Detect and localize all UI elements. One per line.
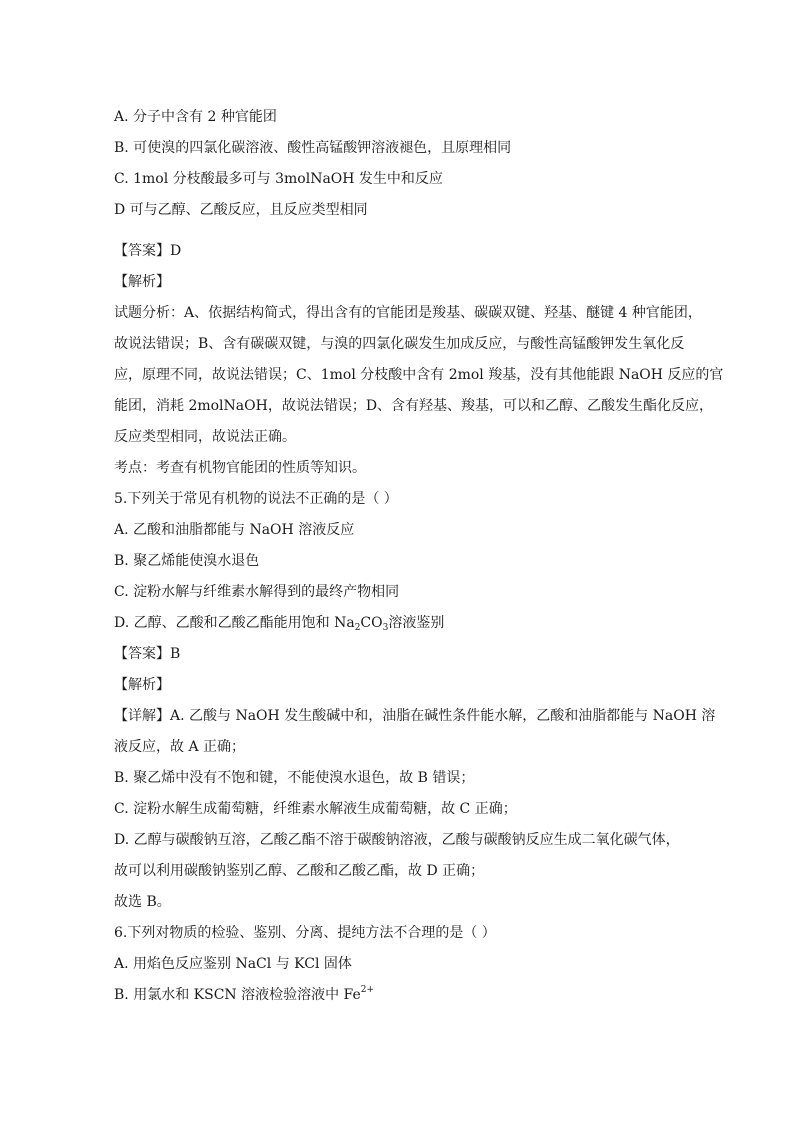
q6-option-b (114, 980, 694, 1011)
q5-analysis-line: 故选 B。 (114, 894, 171, 910)
q5-answer: 【答案】B (114, 646, 181, 662)
q5-option-d-sub2: 3 (382, 623, 389, 633)
q4-analysis-line: 应，原理不同，故说法错误；C、1mol 分枝酸中含有 2mol 羧基，没有其他能跟 NaOH 反应的官 (114, 367, 724, 383)
q5-analysis-line: 液反应，故 A 正确； (114, 739, 246, 755)
q6-option-b-sup: 2+ (360, 985, 375, 995)
document-page (114, 102, 724, 1011)
q5-analysis (114, 701, 716, 918)
q4-options (114, 102, 694, 226)
q4-option-b: B. 可使溴的四氯化碳溶液、酸性高锰酸钾溶液褪色，且原理相同 (114, 140, 512, 156)
q4-option-d: D 可与乙醇、乙酸反应，且反应类型相同 (114, 202, 368, 218)
q5-option-a: A. 乙酸和油脂都能与 NaOH 溶液反应 (114, 522, 355, 538)
q5-stem: 5.下列关于常见有机物的说法不正确的是（ ） (114, 491, 398, 507)
q5-analysis-line: 故可以利用碳酸钠鉴别乙醇、乙酸和乙酸乙酯，故 D 正确； (114, 863, 485, 879)
q4-analysis-line: 反应类型相同，故说法正确。 (114, 429, 296, 445)
q6-option-a: A. 用焰色反应鉴别 NaCl 与 KCl 固体 (114, 956, 352, 972)
q5-analysis-heading: 【解析】 (114, 677, 170, 693)
q4-kaodian: 考点：考查有机物官能团的性质等知识。 (114, 460, 366, 476)
q5-option-d-prefix: D. 乙醇、乙酸和乙酸乙酯能用饱和 Na (114, 615, 355, 631)
q4-analysis-line: 试题分析：A、依据结构简式，得出含有的官能团是羧基、碳碳双键、羟基、醚键 4 种官能团， (114, 305, 702, 321)
q6-option-b-prefix: B. 用氯水和 KSCN 溶液检验溶液中 Fe (114, 987, 361, 1003)
q5-option-d-suffix: 溶液鉴别 (388, 615, 445, 631)
q4-analysis-line: 能团，消耗 2molNaOH，故说法错误；D、含有羟基、羧基，可以和乙醇、乙酸发生酯化反应， (114, 398, 714, 414)
q5-option-c: C. 淀粉水解与纤维素水解得到的最终产物相同 (114, 584, 400, 600)
q5-analysis-line: D. 乙醇与碳酸钠互溶，乙酸乙酯不溶于碳酸钠溶液，乙酸与碳酸钠反应生成二氧化碳气体， (114, 832, 680, 848)
q5-options (114, 515, 694, 639)
q5-analysis-line: B. 聚乙烯中没有不饱和键，不能使溴水退色，故 B 错误； (114, 770, 475, 786)
q5-option-d-mid: CO (360, 615, 383, 631)
q5-analysis-line: 【详解】A. 乙酸与 NaOH 发生酸碱中和，油脂在碱性条件能水解，乙酸和油脂都能与 NaOH 溶 (114, 708, 716, 724)
q5-option-d (114, 608, 694, 639)
q5-analysis-line: C. 淀粉水解生成葡萄糖，纤维素水解液生成葡萄糖，故 C 正确； (114, 801, 517, 817)
q4-analysis-line: 故说法错误；B、含有碳碳双键，与溴的四氯化碳发生加成反应，与酸性高锰酸钾发生氧化反 (114, 336, 685, 352)
q6-stem: 6.下列对物质的检验、鉴别、分离、提纯方法不合理的是（ ） (114, 925, 496, 941)
q5-option-d-sub1: 2 (354, 623, 361, 633)
q4-answer: 【答案】D (114, 243, 182, 259)
q4-analysis (114, 298, 724, 453)
q5-option-b: B. 聚乙烯能使溴水退色 (114, 553, 260, 569)
q4-analysis-heading: 【解析】 (114, 274, 170, 290)
q4-option-a: A. 分子中含有 2 种官能团 (114, 109, 277, 125)
q4-option-c: C. 1mol 分枝酸最多可与 3molNaOH 发生中和反应 (114, 171, 443, 187)
